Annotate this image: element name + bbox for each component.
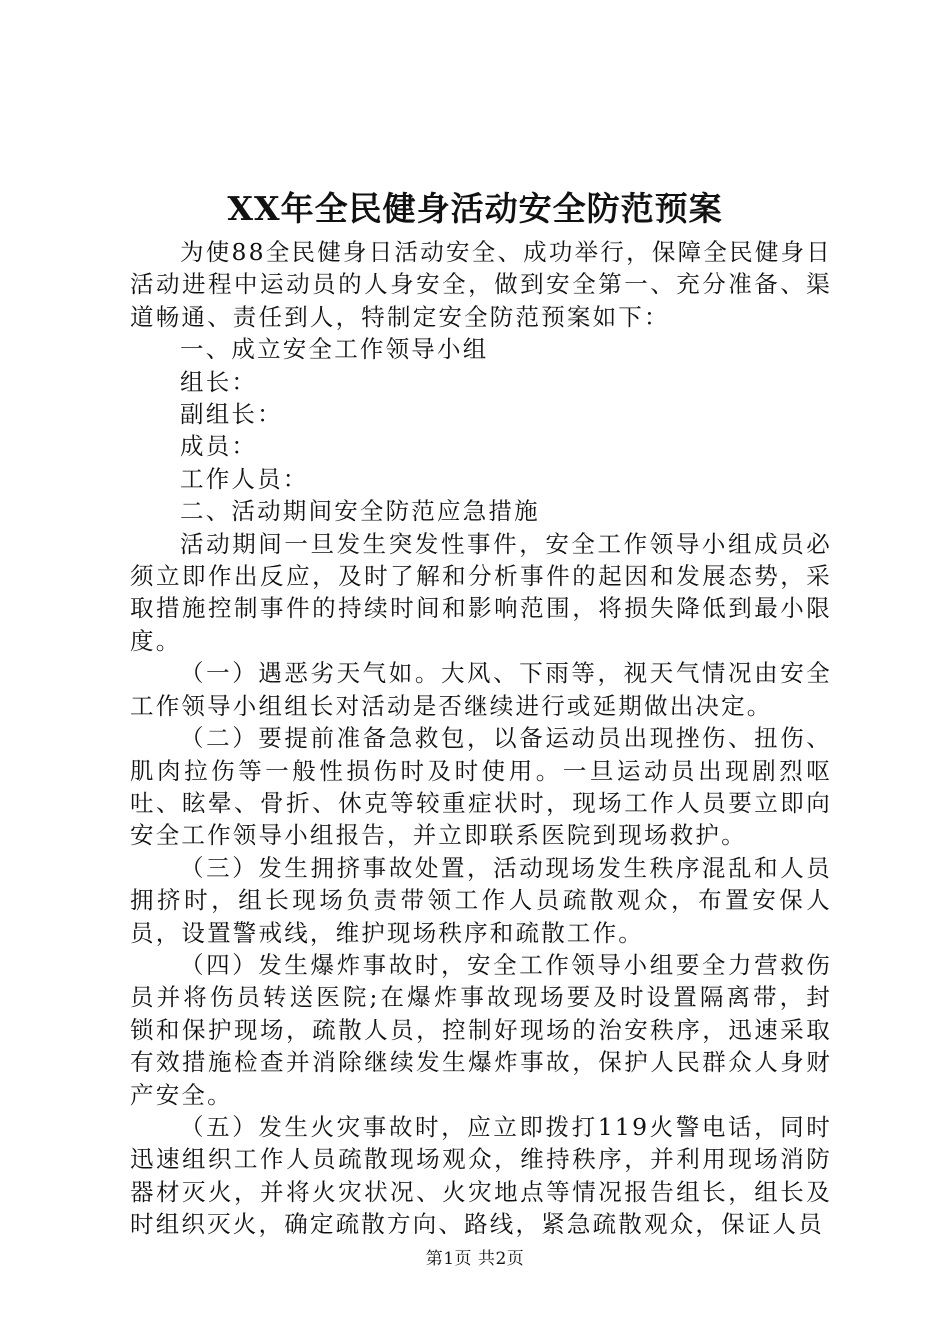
section-heading-2: 二、活动期间安全防范应急措施 bbox=[180, 497, 540, 526]
paragraph-item-1: （一）遇恶劣天气如。大风、下雨等，视天气情况由安全工作领导小组组长对活动是否继续进行或延期做出决定。 bbox=[130, 659, 832, 720]
document-title: XX年全民健身活动安全防范预案 bbox=[227, 189, 723, 228]
paragraph-intro: 为使88全民健身日活动安全、成功举行，保障全民健身日活动进程中运动员的人身安全，做到安全第一、充分准备、渠道畅通、责任到人，特制定安全防范预案如下： bbox=[130, 238, 832, 331]
field-group-leader: 组长： bbox=[180, 367, 258, 396]
paragraph-item-2: （二）要提前准备急救包，以备运动员出现挫伤、扭伤、肌肉拉伤等一般性损伤时及时使用。一旦运动员出现剧烈呕吐、眩晕、骨折、休克等较重症状时，现场工作人员要立即向安全工作领导小组报告，并立即联系医院到现场救护。 bbox=[130, 724, 832, 850]
field-members: 成员： bbox=[180, 432, 258, 461]
field-staff: 工作人员： bbox=[180, 464, 309, 493]
field-deputy-leader: 副组长： bbox=[180, 400, 283, 429]
paragraph-item-3: （三）发生拥挤事故处置，活动现场发生秩序混乱和人员拥挤时，组长现场负责带领工作人员疏散观众，布置安保人员，设置警戒线，维护现场秩序和疏散工作。 bbox=[130, 853, 832, 947]
paragraph-item-5: （五）发生火灾事故时，应立即拨打119火警电话，同时迅速组织工作人员疏散现场观众，维持秩序，并利用现场消防器材灭火，并将火灾状况、火灾地点等情况报告组长，组长及时组织灭火，确定疏散方向、路线，紧急疏散观众，保证人员 bbox=[130, 1112, 832, 1239]
page-number-footer: 第1页 共2页 bbox=[425, 1249, 525, 1269]
section-heading-1: 一、成立安全工作领导小组 bbox=[180, 335, 489, 364]
document-body bbox=[130, 236, 832, 1241]
paragraph-emergency-response: 活动期间一旦发生突发性事件，安全工作领导小组成员必须立即作出反应，及时了解和分析事件的起因和发展态势，采取措施控制事件的持续时间和影响范围，将损失降低到最小限度。 bbox=[130, 529, 832, 655]
paragraph-item-4: （四）发生爆炸事故时，安全工作领导小组要全力营救伤员并将伤员转送医院;在爆炸事故现场要及时设置隔离带，封锁和保护现场，疏散人员，控制好现场的治安秩序，迅速采取有效措施检查并消除继续发生爆炸事故，保护人民群众人身财产安全。 bbox=[130, 950, 832, 1109]
